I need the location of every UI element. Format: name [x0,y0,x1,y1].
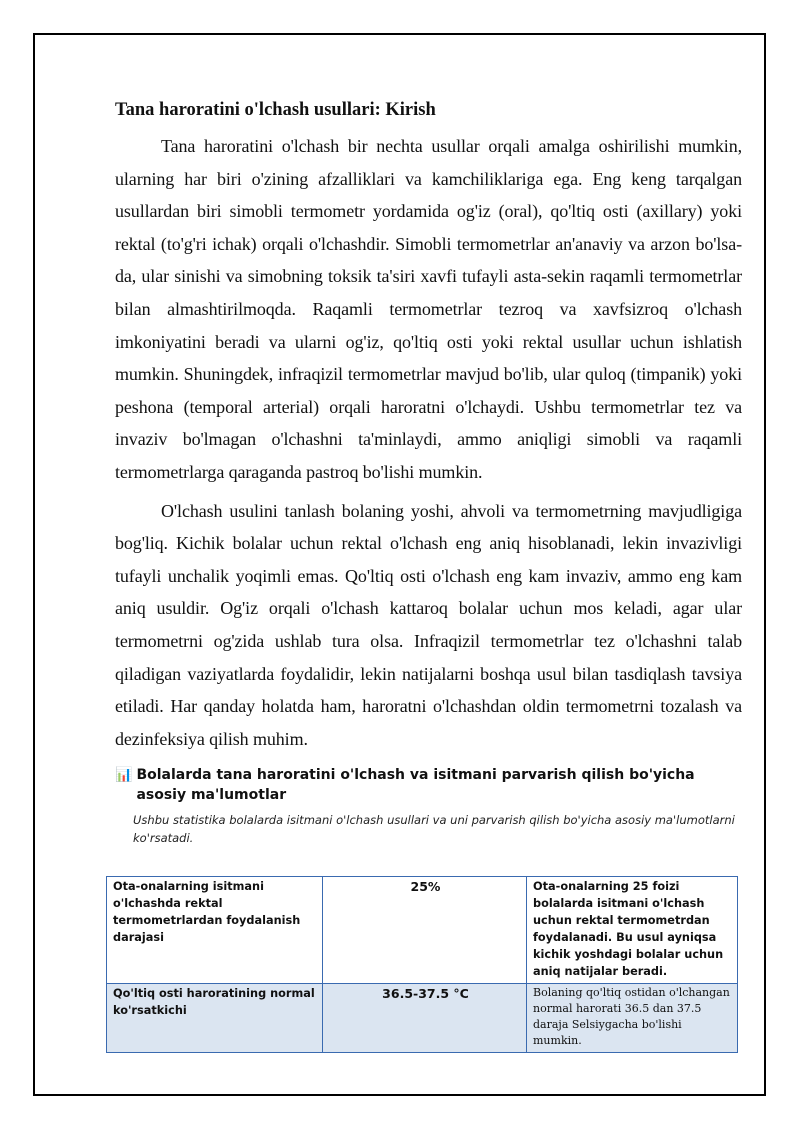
table-row [107,984,738,1053]
row-label: Ota-onalarning isitmani o'lchashda rektal termometrlardan foydalanish darajasi [107,877,323,984]
bar-chart-icon: 📊 [115,767,133,784]
stats-table [106,876,738,1053]
row-note: Bolaning qo'ltiq ostidan o'lchangan normal harorati 36.5 dan 37.5 daraja Selsiygacha bo'lishi mumkin. [527,984,738,1053]
stats-title: Bolalarda tana haroratini o'lchash va isitmani parvarish qilish bo'yicha asosiy ma'lumotlar [136,767,695,804]
row-value: 36.5-37.5 °C [323,984,527,1053]
row-label: Qo'ltiq osti haroratining normal ko'rsatkichi [107,984,323,1053]
paragraph-intro: Tana haroratini o'lchash bir nechta usullar orqali amalga oshirilishi mumkin, ularning har biri o'zining afzalliklari va kamchiliklariga ega. Eng keng tarqalgan usullardan biri simobli termometr yordamida og'iz (oral), qo'ltiq osti (axillary) yoki rektal (to'g'ri ichak) orqali o'lchashdir. Simobli termometrlar an'anaviy va arzon bo'lsa-da, ular sinishi va simobning toksik ta'siri xavfi tufayli asta-sekin raqamli termometrlar bilan almashtirilmoqda. Raqamli termometrlar tezroq va xavfsizroq o'lchash imkoniyatini beradi va ularni og'iz, qo'ltiq osti yoki rektal usullar uchun ishlatish mumkin. Shuningdek, infraqizil termometrlar mavjud bo'lib, ular quloq (timpanik) yoki peshona (temporal arterial) orqali haroratni o'lchaydi. Ushbu termometrlar tez va invaziv bo'lmagan o'lchashni ta'minlaydi, ammo aniqligi simobli va raqamli termometrlarga qaraganda pastroq bo'lishi mumkin. [115,136,742,482]
stats-description: Ushbu statistika bolalarda isitmani o'lchash usullari va uni parvarish qilish bo'yicha asosiy ma'lumotlarni ko'rsatadi. [133,813,735,846]
paragraph-method-choice: O'lchash usulini tanlash bolaning yoshi, ahvoli va termometrning mavjudligiga bog'liq. Kichik bolalar uchun rektal o'lchash eng aniq hisoblanadi, lekin invazivligi tufayli unchalik yoqimli emas. Qo'ltiq osti o'lchash eng kam invaziv, ammo eng kam aniq usuldir. Og'iz orqali o'lchash kattaroq bolalar uchun mos keladi, agar ular termometrni og'zida ushlab tura olsa. Infraqizil termometrlar tez o'lchashni talab qiladigan vaziyatlarda foydalidir, lekin natijalarni boshqa usul bilan tasdiqlash tavsiya etiladi. Har qanday holatda ham, haroratni o'lchashdan oldin termometrni tozalash va dezinfeksiya qilish muhim. [115,500,742,749]
row-value: 25% [323,877,527,984]
row-note: Ota-onalarning 25 foizi bolalarda isitmani o'lchash uchun rektal termometrdan foydalanadi. Bu usul ayniqsa kichik yoshdagi bolalar uchun aniq natijalar beradi. [527,877,738,984]
table-row [107,877,738,984]
stats-heading [115,765,742,805]
document-body [115,96,742,853]
section-heading: Tana haroratini o'lchash usullari: Kirish [115,100,436,120]
